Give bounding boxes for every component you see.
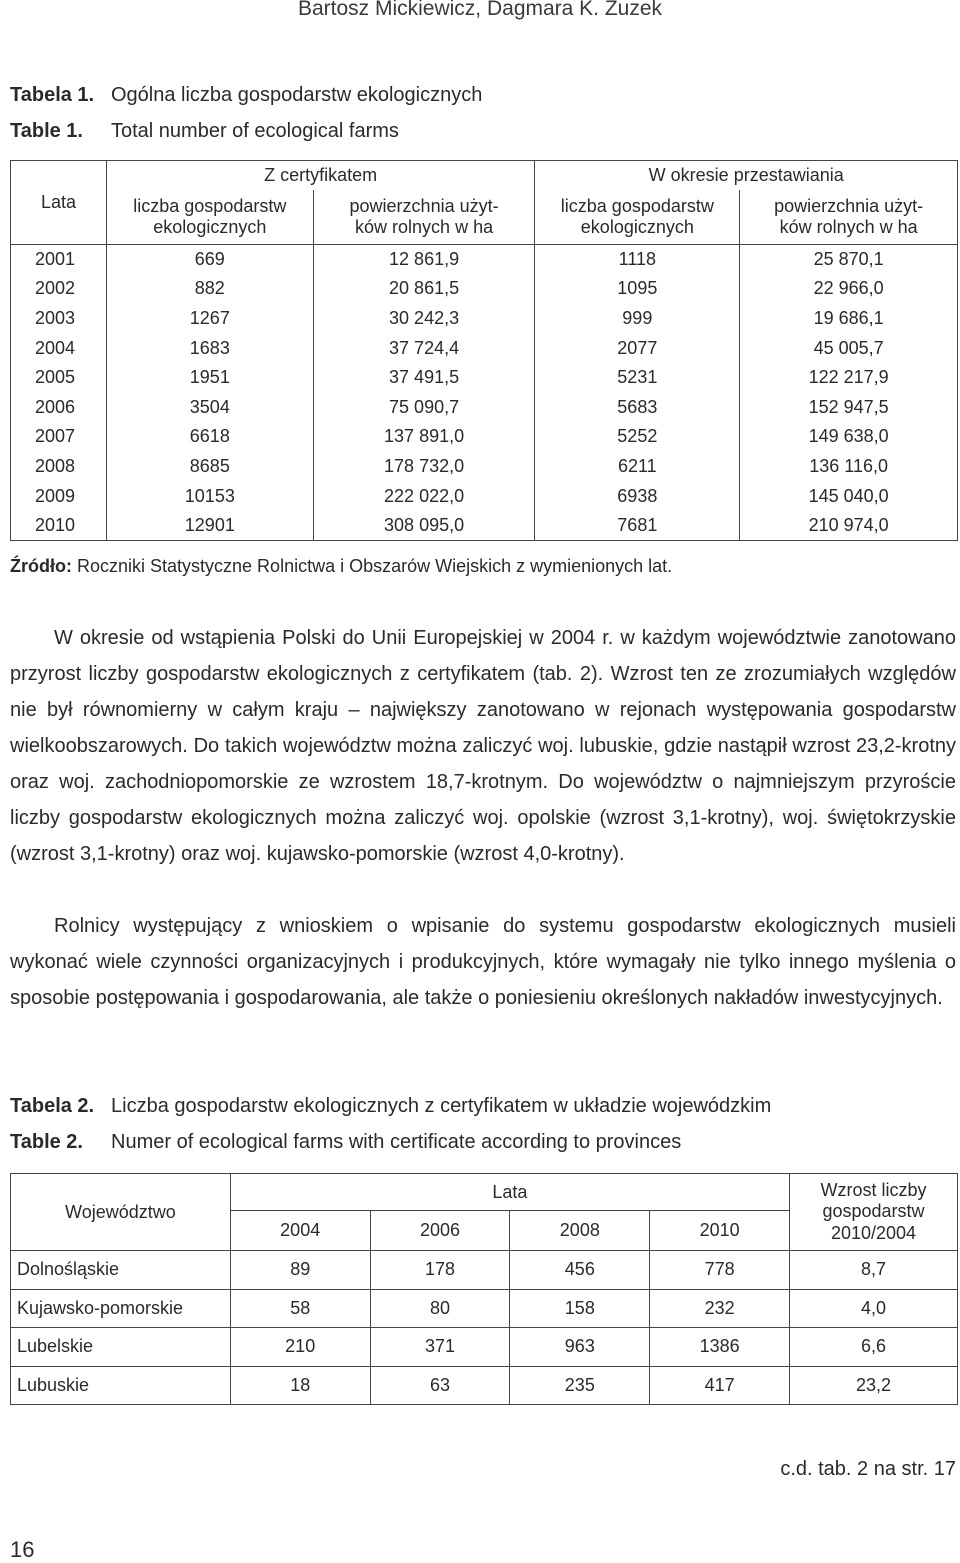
table2-col-year: 2008	[510, 1211, 650, 1251]
table1-group-certified: Z certyfikatem	[106, 161, 535, 190]
table1-col-trans-area-line1: powierzchnia użyt-	[774, 196, 924, 217]
table1-cell: 2009	[11, 481, 107, 511]
body-paragraph-2-text: Rolnicy występujący z wnioskiem o wpisanie do systemu gospodarstw ekologicznych musieli wykonać wiele czynności organizacyjnych i produkcyjnych, które wymagały nie tylko innego myślenia o sposobie postępowania i gospodarowania, ale także o poniesieniu określonych nakładów inwestycyjnych.	[10, 915, 956, 1009]
table1-cell: 2002	[11, 274, 107, 304]
table1-cell: 10153	[106, 481, 313, 511]
table2-cell: 178	[370, 1251, 510, 1290]
table2-col-growth-line3: 2010/2004	[830, 1222, 917, 1243]
table1-group-transition: W okresie przestawiania	[535, 161, 958, 190]
table-continued-note: c.d. tab. 2 na str. 17	[780, 1458, 956, 1480]
page-number: 16	[10, 1537, 35, 1562]
table2-cell: 1386	[650, 1328, 790, 1367]
table2-cell: 6,6	[790, 1328, 958, 1367]
table1-cell: 122 217,9	[740, 363, 958, 393]
table2-cell: 417	[650, 1366, 790, 1405]
table1-col-trans-area	[740, 190, 958, 245]
table2-col-year: 2010	[650, 1211, 790, 1251]
table2-row	[11, 1366, 958, 1405]
table1-cell: 20 861,5	[313, 274, 535, 304]
table1-cell: 37 724,4	[313, 333, 535, 363]
table1-cell: 178 732,0	[313, 452, 535, 482]
table1-cell: 2006	[11, 392, 107, 422]
table1-cell: 2004	[11, 333, 107, 363]
table1-cell: 22 966,0	[740, 274, 958, 304]
table1-row	[11, 245, 958, 275]
table1-row	[11, 481, 958, 511]
table2-cell: 232	[650, 1289, 790, 1328]
table1-row	[11, 511, 958, 541]
table1-cell: 3504	[106, 392, 313, 422]
table2-cell: Kujawsko-pomorskie	[11, 1289, 231, 1328]
table2-caption-pl	[10, 1095, 771, 1118]
table1-col-year: Lata	[11, 161, 107, 245]
table1-caption-en	[10, 120, 399, 143]
table1-row	[11, 363, 958, 393]
table1-cell: 5252	[535, 422, 740, 452]
source-text: Roczniki Statystyczne Rolnictwa i Obszarów Wiejskich z wymienionych lat.	[77, 556, 673, 576]
table1-col-trans-farms	[535, 190, 740, 245]
table1-col-cert-farms	[106, 190, 313, 245]
header-authors: Bartosz Mickiewicz, Dagmara K. Zuzek	[297, 0, 663, 20]
table2-label-en: Table 2.	[10, 1131, 83, 1153]
table2	[10, 1173, 958, 1405]
table1-cell: 1683	[106, 333, 313, 363]
table1-cell: 12 861,9	[313, 245, 535, 275]
table2-col-province: Województwo	[11, 1174, 231, 1251]
table1-row	[11, 422, 958, 452]
table2-cell: 963	[510, 1328, 650, 1367]
table2-label-pl: Tabela 2.	[10, 1095, 95, 1117]
table1-col-cert-farms-line1: liczba gospodarstw	[133, 196, 287, 217]
table2-cell: 371	[370, 1328, 510, 1367]
table1-cell: 2077	[535, 333, 740, 363]
table1-row	[11, 333, 958, 363]
table1-cell: 19 686,1	[740, 304, 958, 334]
table2-cell: 158	[510, 1289, 650, 1328]
table1-caption-pl	[10, 84, 482, 107]
table1-col-cert-area-line1: powierzchnia użyt-	[349, 196, 499, 217]
table1-col-trans-farms-line1: liczba gospodarstw	[560, 196, 714, 217]
table2-cell: Lubelskie	[11, 1328, 231, 1367]
table2-cell: 235	[510, 1366, 650, 1405]
table1-cell: 12901	[106, 511, 313, 541]
table2-col-growth-line2: gospodarstw	[822, 1201, 925, 1222]
table2-row	[11, 1328, 958, 1367]
table1-cell: 145 040,0	[740, 481, 958, 511]
running-header	[0, 0, 960, 21]
table1-cell: 1951	[106, 363, 313, 393]
table1-cell: 882	[106, 274, 313, 304]
table1-col-cert-area	[313, 190, 535, 245]
table2-cell: Dolnośląskie	[11, 1251, 231, 1290]
table2-col-growth-line1: Wzrost liczby	[820, 1179, 927, 1200]
table1-cell: 2003	[11, 304, 107, 334]
table1-col-cert-area-line2: ków rolnych w ha	[355, 216, 494, 237]
table1-cell: 136 116,0	[740, 452, 958, 482]
table2-col-year: 2006	[370, 1211, 510, 1251]
table1-cell: 6938	[535, 481, 740, 511]
table1-row	[11, 304, 958, 334]
table1-cell: 1267	[106, 304, 313, 334]
body-paragraph-2	[10, 908, 956, 1016]
table2-cell: 58	[230, 1289, 370, 1328]
table1-cell: 2001	[11, 245, 107, 275]
table1-cell: 5231	[535, 363, 740, 393]
table1-row	[11, 392, 958, 422]
table1-source	[10, 556, 672, 577]
table2-title-pl: Liczba gospodarstw ekologicznych z certyfikatem w układzie wojewódzkim	[111, 1095, 772, 1117]
table2-group-years: Lata	[230, 1174, 789, 1211]
table1-cell: 137 891,0	[313, 422, 535, 452]
table2-cell: 18	[230, 1366, 370, 1405]
table1-cell: 2005	[11, 363, 107, 393]
table2-col-growth	[790, 1174, 958, 1251]
table2-cell: 4,0	[790, 1289, 958, 1328]
table1-cell: 75 090,7	[313, 392, 535, 422]
table1-cell: 30 242,3	[313, 304, 535, 334]
table1-cell: 7681	[535, 511, 740, 541]
source-label: Źródło:	[10, 556, 72, 576]
table1-cell: 6211	[535, 452, 740, 482]
table2-cell: 210	[230, 1328, 370, 1367]
table1-col-trans-farms-line2: ekologicznych	[580, 216, 694, 237]
table1-label-en: Table 1.	[10, 120, 83, 142]
table1-cell: 37 491,5	[313, 363, 535, 393]
table2-cell: 778	[650, 1251, 790, 1290]
table1-cell: 45 005,7	[740, 333, 958, 363]
table1-cell: 308 095,0	[313, 511, 535, 541]
table2-title-en: Numer of ecological farms with certificate according to provinces	[111, 1131, 682, 1153]
table1-cell: 2010	[11, 511, 107, 541]
table1-title-pl: Ogólna liczba gospodarstw ekologicznych	[111, 84, 483, 106]
table1-cell: 999	[535, 304, 740, 334]
table1-cell: 2007	[11, 422, 107, 452]
table1-cell: 669	[106, 245, 313, 275]
table1-cell: 1095	[535, 274, 740, 304]
table1-cell: 210 974,0	[740, 511, 958, 541]
table1-row	[11, 274, 958, 304]
table1-title-en: Total number of ecological farms	[111, 120, 399, 142]
table2-cell: 80	[370, 1289, 510, 1328]
table1-cell: 222 022,0	[313, 481, 535, 511]
table2-cell: 89	[230, 1251, 370, 1290]
table1	[10, 160, 958, 541]
table1-cell: 1118	[535, 245, 740, 275]
table1-label-pl: Tabela 1.	[10, 84, 95, 106]
table1-row	[11, 452, 958, 482]
body-paragraph-1	[10, 620, 956, 872]
table2-cell: 23,2	[790, 1366, 958, 1405]
table2-cell: 8,7	[790, 1251, 958, 1290]
body-paragraph-1-text: W okresie od wstąpienia Polski do Unii Europejskiej w 2004 r. w każdym województwie zanotowano przyrost liczby gospodarstw ekologicznych z certyfikatem (tab. 2). Wzrost ten ze zrozumiałych względów nie był równomierny w całym kraju – największy zanotowano w rejonach występowania gospodarstw wielkoobszarowych. Do takich województw można zaliczyć woj. lubuskie, gdzie nastąpił wzrost 23,2-krotny oraz woj. zachodniopomorskie ze wzrostem 18,7-krotnym. Do województw o najmniejszym przyroście liczby gospodarstw ekologicznych można zaliczyć woj. opolskie (wzrost 3,1-krotny), woj. świętokrzyskie (wzrost 3,1-krotny) oraz woj. kujawsko-pomorskie (wzrost 4,0-krotny).	[10, 627, 956, 865]
table2-cell: 63	[370, 1366, 510, 1405]
table2-caption-en	[10, 1131, 681, 1154]
table1-cell: 5683	[535, 392, 740, 422]
table1-cell: 25 870,1	[740, 245, 958, 275]
table2-cell: Lubuskie	[11, 1366, 231, 1405]
table2-row	[11, 1251, 958, 1290]
table1-cell: 2008	[11, 452, 107, 482]
table2-cell: 456	[510, 1251, 650, 1290]
table1-col-trans-area-line2: ków rolnych w ha	[779, 216, 918, 237]
table1-col-cert-farms-line2: ekologicznych	[153, 216, 267, 237]
table1-cell: 8685	[106, 452, 313, 482]
table1-cell: 149 638,0	[740, 422, 958, 452]
table1-cell: 6618	[106, 422, 313, 452]
table2-row	[11, 1289, 958, 1328]
table2-col-year: 2004	[230, 1211, 370, 1251]
table1-cell: 152 947,5	[740, 392, 958, 422]
